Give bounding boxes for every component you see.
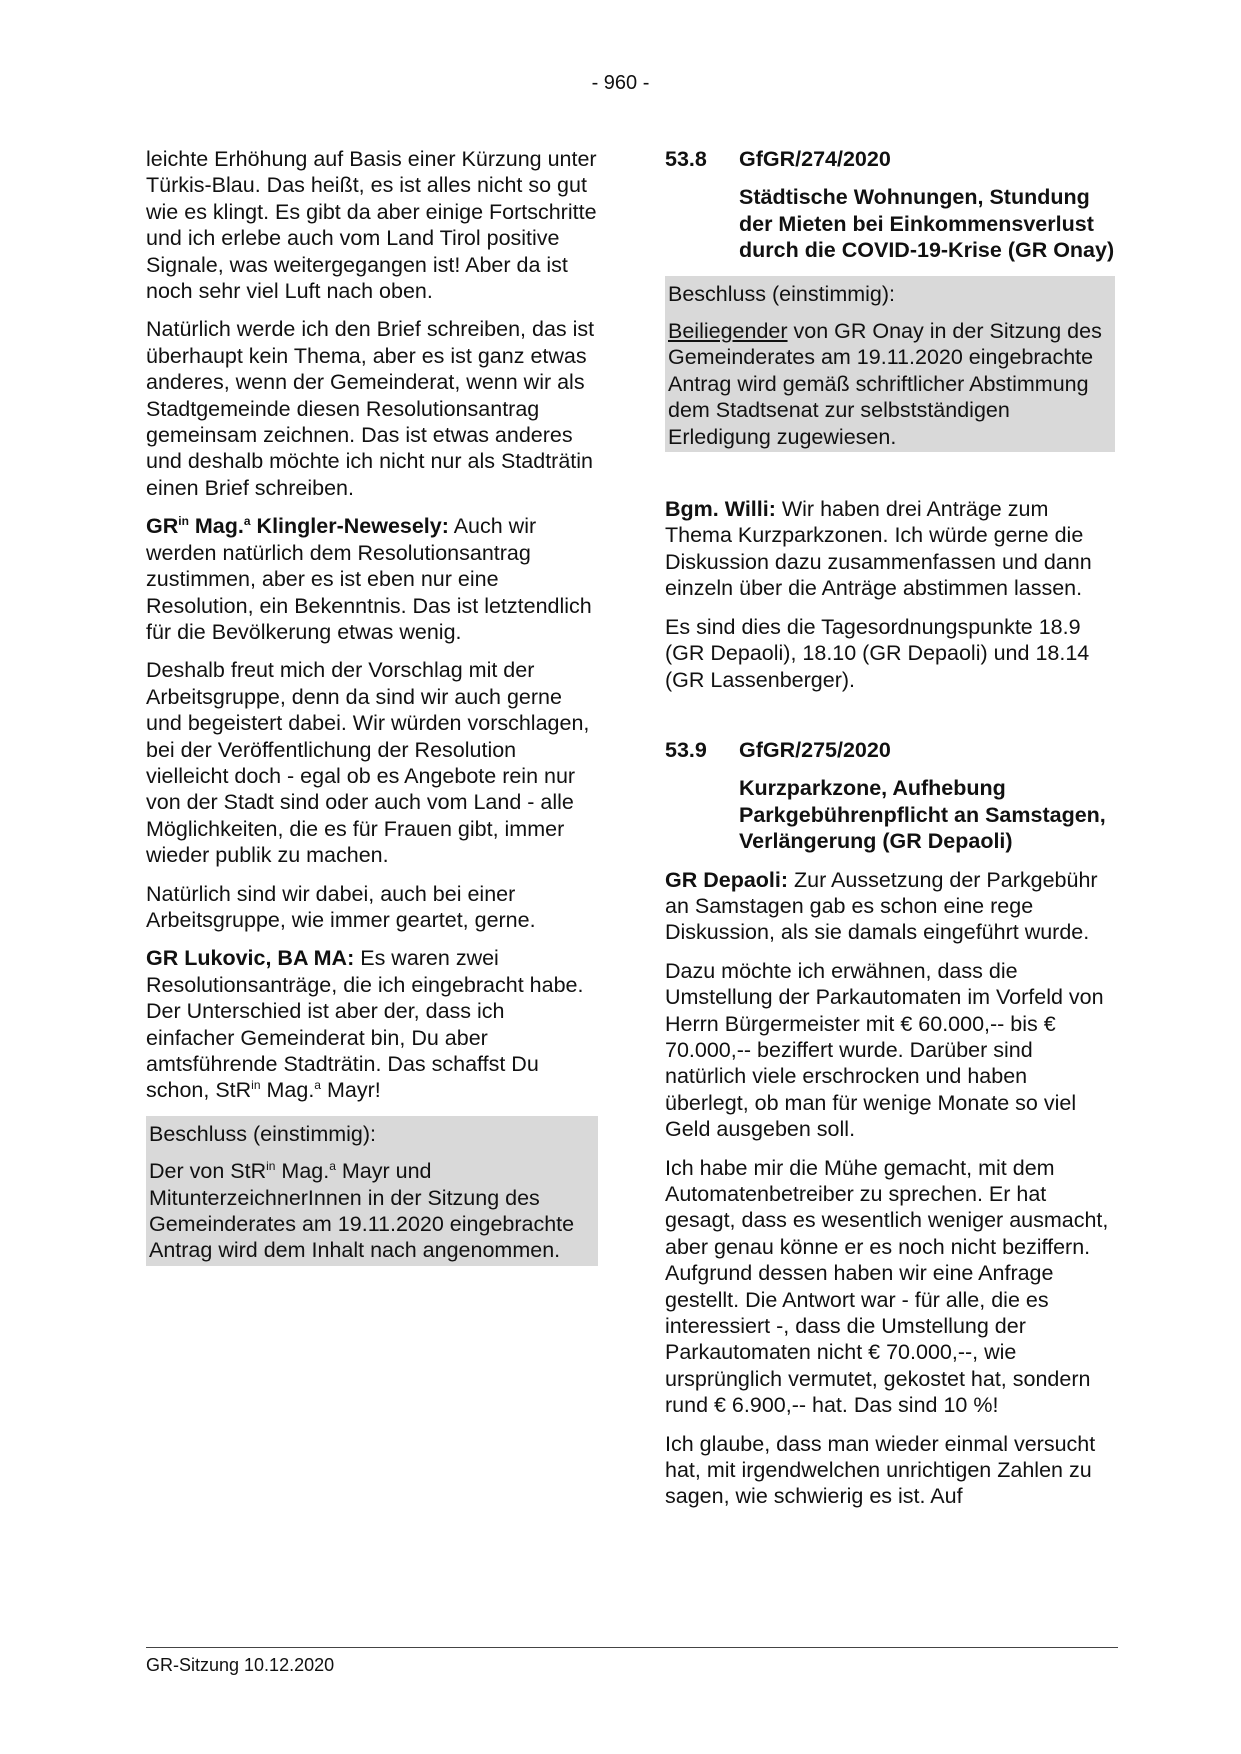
speaker-paragraph: GR Lukovic, BA MA: Es waren zwei Resolutionsanträge, die ich eingebracht habe. Der Unterschied ist aber der, dass ich einfacher Gemeinderat bin, Du aber amtsführende Stadträtin. Das schaffst Du schon, StR$^{in}$ Mag.$^a$ Mayr! (146, 946, 584, 1103)
paragraph: Natürlich werde ich den Brief schreiben, das ist überhaupt kein Thema, aber es ist ganz etwas anderes, wenn der Gemeinderat, wenn wir als Stadtgemeinde diesen Resolutionsantrag gemeinsam zeichnen. Das ist etwas anderes und deshalb möchte ich nicht nur als Stadträtin einen Brief schreiben. (146, 317, 595, 500)
speaker-paragraph: $GR^{in}$ Mag.$^a$ Klingler-Newesely: Auch wir werden natürlich dem Resolutionsantrag zustimmen, aber es ist eben nur eine Resolution, ein Bekenntnis. Das ist letztendlich für die Bevölkerung etwas wenig. (146, 514, 592, 644)
agenda-item-heading: 53.8 GfGR/274/2020 (665, 147, 891, 171)
footer-divider (146, 1647, 1118, 1648)
decision-box (146, 1116, 598, 1266)
decision-heading: Beschluss (einstimmig): (149, 1121, 376, 1146)
speaker-paragraph: GR Depaoli: Zur Aussetzung der Parkgebühr an Samstagen gab es schon eine rege Diskussion, als sie damals eingeführt wurde. (665, 867, 1098, 945)
paragraph: Natürlich sind wir dabei, auch bei einer Arbeitsgruppe, wie immer geartet, gerne. (146, 881, 536, 932)
right-column (665, 146, 1115, 1522)
paragraph: Es sind dies die Tagesordnungspunkte 18.9 (GR Depaoli), 18.10 (GR Depaoli) und 18.14 (GR Lassenberger). (665, 614, 1090, 692)
decision-text: Beiliegender von GR Onay in der Sitzung des Gemeinderates am 19.11.2020 eingebrachte Antrag wird gemäß schriftlicher Abstimmung dem Stadtsenat zur selbstständigen Erledigung zugewiesen. (668, 319, 1102, 449)
footer: GR-Sitzung 10.12.2020 (146, 1655, 335, 1675)
agenda-item-heading: 53.9 GfGR/275/2020 (665, 737, 891, 762)
speaker-name: GR Lukovic, BA MA: (146, 946, 355, 971)
speaker-name: $GR^{in}$ Mag.$^a$ Klingler-Newesely: (146, 514, 449, 539)
decision-heading: Beschluss (einstimmig): (668, 281, 895, 306)
decision-text: Der von StR$^{in}$ Mag.$^a$ Mayr und MitunterzeichnerInnen in der Sitzung des Gemeinderates am 19.11.2020 eingebrachte Antrag wird dem Inhalt nach angenommen. (149, 1159, 575, 1263)
paragraph: Deshalb freut mich der Vorschlag mit der Arbeitsgruppe, denn da sind wir auch gerne und begeistert dabei. Wir würden vorschlagen, bei der Veröffentlichung der Resolution vielleicht doch - egal ob es Angebote rein nur von der Stadt sind oder auch vom Land - alle Möglichkeiten, die es für Frauen gibt, immer wieder publik zu machen. (146, 658, 590, 868)
page-number: - 960 - (591, 72, 650, 94)
agenda-item-title: Städtische Wohnungen, Stundung der Mieten bei Einkommensverlust durch die COVID-19-Krise (GR Onay) (739, 185, 1115, 263)
paragraph: leichte Erhöhung auf Basis einer Kürzung unter Türkis-Blau. Das heißt, es ist alles nicht so gut wie es klingt. Es gibt da aber einige Fortschritte und ich erlebe auch vom Land Tirol positive Signale, was weitergegangen ist! Aber da ist noch sehr viel Luft nach oben. (146, 147, 597, 304)
speaker-paragraph: Bgm. Willi: Wir haben drei Anträge zum Thema Kurzparkzonen. Ich würde gerne die Diskussion dazu zusammenfassen und dann einzeln über die Anträge abstimmen lassen. (665, 497, 1092, 601)
paragraph: Dazu möchte ich erwähnen, dass die Umstellung der Parkautomaten im Vorfeld von Herrn Bürgermeister mit € 60.000,-- bis € 70.000,-- beziffert wurde. Darüber sind natürlich viele erschrocken und haben überlegt, ob man für wenige Monate so viel Geld ausgeben soll. (665, 958, 1104, 1142)
decision-box (665, 276, 1115, 452)
paragraph: Ich glaube, dass man wieder einmal versucht hat, mit irgendwelchen unrichtigen Zahlen zu sagen, wie schwierig es ist. Auf (665, 1431, 1096, 1509)
left-column (146, 146, 598, 1278)
speaker-name: Bgm. Willi: (665, 497, 776, 522)
agenda-item-title: Kurzparkzone, Aufhebung Parkgebührenpflicht an Samstagen, Verlängerung (GR Depaoli) (739, 776, 1106, 854)
paragraph: Ich habe mir die Mühe gemacht, mit dem Automatenbetreiber zu sprechen. Er hat gesagt, dass es wesentlich weniger ausmacht, aber genau könne er es noch nicht beziffern. Aufgrund dessen haben wir eine Anfrage gestellt. Die Antwort war - für alle, die es interessiert -, dass die Umstellung der Parkautomaten nicht € 70.000,--, wie ursprünglich vermutet, gekostet hat, sondern rund € 6.900,-- hat. Das sind 10 %! (665, 1155, 1109, 1418)
speaker-name: GR Depaoli: (665, 867, 789, 892)
